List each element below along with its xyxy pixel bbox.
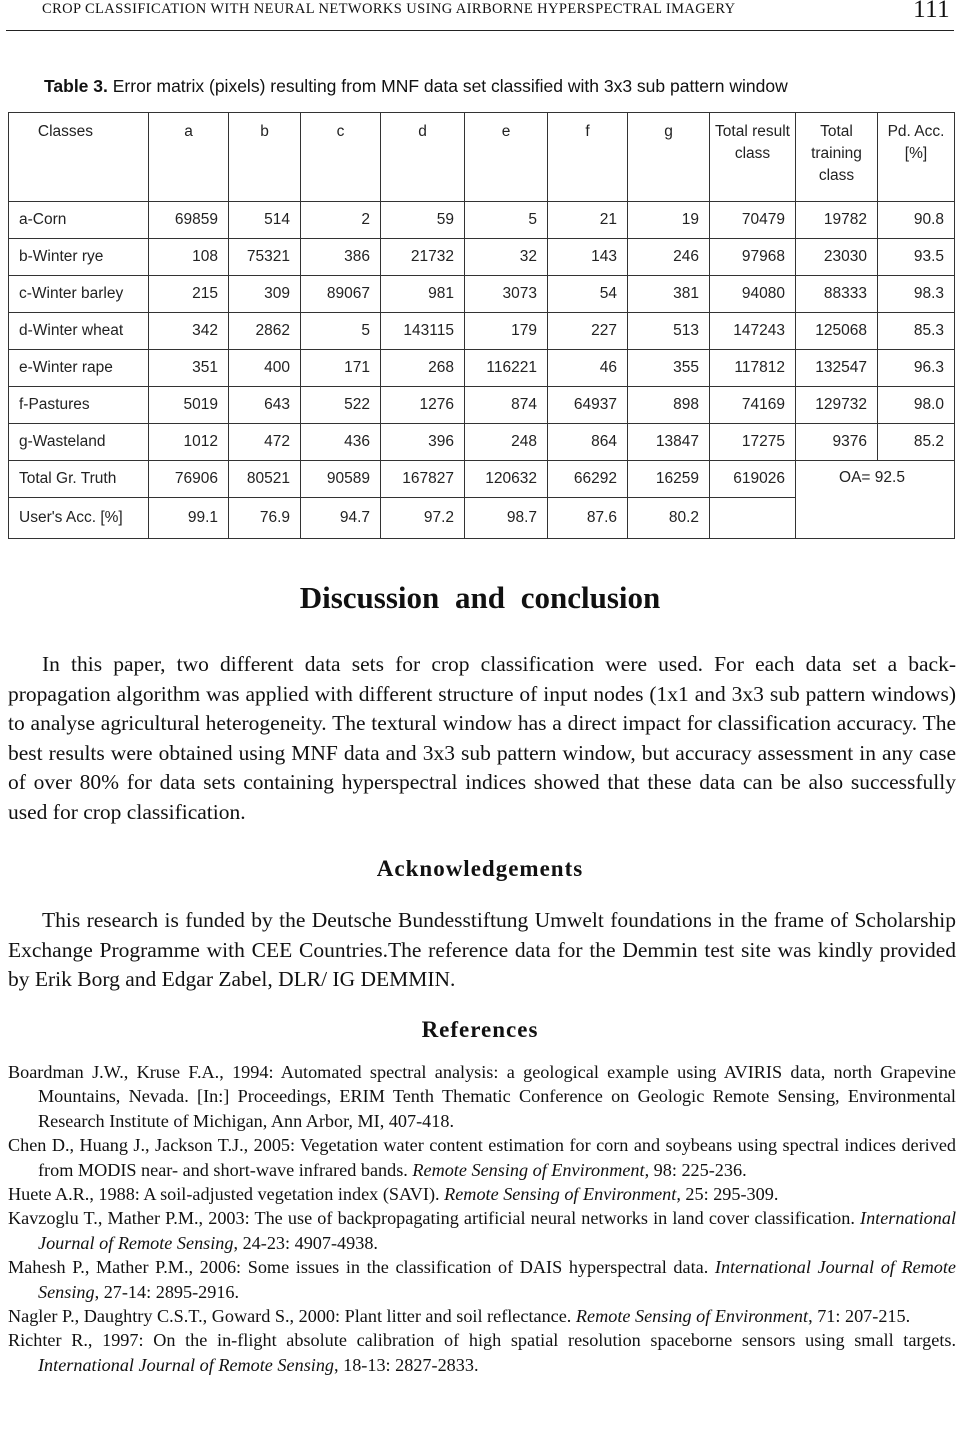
table-cell: 96.3 (878, 350, 955, 387)
table-cell: 64937 (548, 387, 628, 424)
table-caption (44, 76, 944, 97)
col-header-total-training: Total training class (796, 113, 878, 202)
table-cell: 400 (229, 350, 301, 387)
table-cell: 23030 (796, 239, 878, 276)
table-cell: 32 (465, 239, 548, 276)
table-cell: 1012 (149, 424, 229, 461)
table-cell: 619026 (710, 461, 796, 498)
reference-details: , 25: 295-309. (676, 1184, 779, 1205)
reference-details: , 71: 207-215. (808, 1306, 911, 1327)
table-cell: 85.3 (878, 313, 955, 350)
reference-text: Kavzoglu T., Mather P.M., 2003: The use of backpropagating artificial neural networks in land cover classification. (8, 1208, 861, 1229)
class-name-cell: g-Wasteland (9, 424, 149, 461)
table-row (9, 202, 955, 239)
reference-item (8, 1328, 956, 1377)
acknowledgements-heading: Acknowledgements (376, 856, 584, 881)
overall-accuracy: OA= 92.5 (796, 461, 955, 539)
table-cell: 981 (381, 276, 465, 313)
acknowledgements-paragraph (8, 906, 956, 995)
table-cell: 522 (301, 387, 381, 424)
reference-item (8, 1182, 956, 1206)
table-cell: 46 (548, 350, 628, 387)
table-caption-text: Error matrix (pixels) resulting from MNF data set classified with 3x3 sub pattern window (112, 76, 788, 96)
table-cell: 227 (548, 313, 628, 350)
col-header-f: f (548, 113, 628, 202)
col-header-c: c (301, 113, 381, 202)
reference-item (8, 1304, 956, 1328)
table-cell: 74169 (710, 387, 796, 424)
reference-details: , 98: 225-236. (644, 1159, 747, 1180)
table-cell: 76906 (149, 461, 229, 498)
table-cell: 69859 (149, 202, 229, 239)
table-cell: 132547 (796, 350, 878, 387)
table-cell: 342 (149, 313, 229, 350)
class-name-cell: e-Winter rape (9, 350, 149, 387)
table-cell: 93.5 (878, 239, 955, 276)
reference-journal: International Journal of Remote Sensing (38, 1354, 335, 1375)
table-cell: 179 (465, 313, 548, 350)
running-title: CROP CLASSIFICATION WITH NEURAL NETWORKS USING AIRBORNE HYPERSPECTRAL IMAGERY (42, 1, 736, 17)
table-cell: 171 (301, 350, 381, 387)
col-header-b: b (229, 113, 301, 202)
reference-text: Boardman J.W., Kruse F.A., 1994: Automated spectral analysis: a geological example using AVIRIS data, north Grapevine Mountains, Nevada. [In:] Proceedings, ERIM Tenth Thematic Conference on Geologic Remote Sensing, Environmental Research Institute of Michigan, Ann Arbor, MI, 407-418. (8, 1062, 956, 1131)
col-header-e: e (465, 113, 548, 202)
table-cell: 129732 (796, 387, 878, 424)
table-cell: 54 (548, 276, 628, 313)
table-cell: 90589 (301, 461, 381, 498)
table-header-row (9, 113, 955, 202)
table-cell: 98.3 (878, 276, 955, 313)
table-cell: 94.7 (301, 498, 381, 539)
table-cell: 89067 (301, 276, 381, 313)
table-cell: 21732 (381, 239, 465, 276)
table-cell: 80.2 (628, 498, 710, 539)
reference-details: , 27-14: 2895-2916. (94, 1281, 240, 1302)
reference-journal: Remote Sensing of Environment (444, 1184, 677, 1205)
table-cell: 143115 (381, 313, 465, 350)
reference-details: , 18-13: 2827-2833. (334, 1354, 479, 1375)
reference-text: Chen D., Huang J., Jackson T.J., 2005: Vegetation water content estimation for corn and soybeans using spectral indices derived from MODIS near- and short-wave infrared bands. (8, 1135, 956, 1180)
table-row (9, 276, 955, 313)
table-cell: 70479 (710, 202, 796, 239)
total-ground-truth-row (9, 461, 955, 498)
discussion-text: In this paper, two different data sets for crop classification were used. For each data set a back-propagation algorithm was applied with different structure of input nodes (1x1 and 3x3 sub pattern windows) to analyse agricultural heterogeneity. The textural window has a direct impact for classification accuracy. The best results were obtained using MNF data and 3x3 sub pattern window, but accuracy assessment in any case of over 80% for data sets containing hyperspectral indices showed that these data can be also successfully used for crop classification. (8, 652, 956, 824)
col-header-d: d (381, 113, 465, 202)
table-cell: 88333 (796, 276, 878, 313)
col-header-total-result: Total result class (710, 113, 796, 202)
table-label: Table 3. (44, 76, 108, 96)
table-cell: 108 (149, 239, 229, 276)
table-cell: 864 (548, 424, 628, 461)
table-cell: 2862 (229, 313, 301, 350)
table-cell-empty (710, 498, 796, 539)
table-cell: 5019 (149, 387, 229, 424)
table-cell: 66292 (548, 461, 628, 498)
table-cell: 9376 (796, 424, 878, 461)
table-row (9, 239, 955, 276)
reference-text: Richter R., 1997: On the in-flight absolute calibration of high spatial resolution spaceborne sensors using small targets. (8, 1330, 956, 1351)
table-cell: 80521 (229, 461, 301, 498)
table-cell: Total Gr. Truth (9, 461, 149, 498)
acknowledgements-text: This research is funded by the Deutsche Bundesstiftung Umwelt foundations in the frame of Scholarship Exchange Programme with CEE Countries.The reference data for the Demmin test site was kindly provided by Erik Borg and Edgar Zabel, DLR/ IG DEMMIN. (8, 908, 956, 991)
table-cell: 59 (381, 202, 465, 239)
col-header-a: a (149, 113, 229, 202)
table-cell: User's Acc. [%] (9, 498, 149, 539)
table-cell: 143 (548, 239, 628, 276)
table-cell: 3073 (465, 276, 548, 313)
table-cell: 268 (381, 350, 465, 387)
table-cell: 874 (465, 387, 548, 424)
table-cell: 125068 (796, 313, 878, 350)
table-cell: 5 (301, 313, 381, 350)
reference-list (8, 1060, 956, 1377)
references-heading: References (421, 1017, 539, 1042)
table-cell: 472 (229, 424, 301, 461)
table-body (9, 202, 955, 539)
table-cell: 19782 (796, 202, 878, 239)
class-name-cell: f-Pastures (9, 387, 149, 424)
running-header (6, 0, 954, 31)
reference-item (8, 1060, 956, 1133)
table-cell: 97968 (710, 239, 796, 276)
reference-journal: Remote Sensing of Environment (575, 1306, 809, 1327)
table-cell: 5 (465, 202, 548, 239)
table-cell: 98.0 (878, 387, 955, 424)
table-cell: 355 (628, 350, 710, 387)
table-row (9, 387, 955, 424)
table-cell: 513 (628, 313, 710, 350)
table-row (9, 350, 955, 387)
table-cell: 351 (149, 350, 229, 387)
table-cell: 98.7 (465, 498, 548, 539)
table-cell: 13847 (628, 424, 710, 461)
table-cell: 87.6 (548, 498, 628, 539)
table-cell: 16259 (628, 461, 710, 498)
reference-text: Huete A.R., 1988: A soil-adjusted vegetation index (SAVI). (8, 1184, 445, 1205)
table-cell: 309 (229, 276, 301, 313)
table-cell: 116221 (465, 350, 548, 387)
error-matrix-table (8, 112, 955, 539)
table-cell: 215 (149, 276, 229, 313)
table-cell: 21 (548, 202, 628, 239)
reference-item (8, 1255, 956, 1304)
table-cell: 90.8 (878, 202, 955, 239)
reference-item (8, 1206, 956, 1255)
table-cell: 381 (628, 276, 710, 313)
class-name-cell: d-Winter wheat (9, 313, 149, 350)
col-header-g: g (628, 113, 710, 202)
discussion-heading: Discussion and conclusion (299, 580, 661, 615)
table-cell: 436 (301, 424, 381, 461)
col-header-classes: Classes (9, 113, 149, 202)
class-name-cell: b-Winter rye (9, 239, 149, 276)
reference-details: , 24-23: 4907-4938. (233, 1232, 378, 1253)
class-name-cell: a-Corn (9, 202, 149, 239)
table-cell: 19 (628, 202, 710, 239)
table-cell: 514 (229, 202, 301, 239)
table-cell: 97.2 (381, 498, 465, 539)
table-row (9, 424, 955, 461)
table-cell: 898 (628, 387, 710, 424)
reference-item (8, 1133, 956, 1182)
reference-journal: International Journal of Remote Sensing (38, 1257, 956, 1302)
col-header-producer-accuracy: Pd. Acc. [%] (878, 113, 955, 202)
table-cell: 117812 (710, 350, 796, 387)
table-cell: 147243 (710, 313, 796, 350)
page-number: 111 (913, 0, 950, 23)
reference-text: Nagler P., Daughtry C.S.T., Goward S., 2000: Plant litter and soil reflectance. (8, 1306, 576, 1327)
table-cell: 76.9 (229, 498, 301, 539)
table-cell: 2 (301, 202, 381, 239)
table-cell: 248 (465, 424, 548, 461)
table-cell: 75321 (229, 239, 301, 276)
table-cell: 17275 (710, 424, 796, 461)
table-cell: 246 (628, 239, 710, 276)
class-name-cell: c-Winter barley (9, 276, 149, 313)
reference-text: Mahesh P., Mather P.M., 2006: Some issues in the classification of DAIS hyperspectral data. (8, 1257, 715, 1278)
table-cell: 120632 (465, 461, 548, 498)
table-cell: 94080 (710, 276, 796, 313)
table-row (9, 313, 955, 350)
table-cell: 85.2 (878, 424, 955, 461)
table-cell: 396 (381, 424, 465, 461)
reference-journal: International Journal of Remote Sensing (38, 1208, 956, 1253)
reference-journal: Remote Sensing of Environment (412, 1159, 645, 1180)
table-cell: 1276 (381, 387, 465, 424)
table-cell: 386 (301, 239, 381, 276)
table-cell: 167827 (381, 461, 465, 498)
table-cell: 643 (229, 387, 301, 424)
table-cell: 99.1 (149, 498, 229, 539)
discussion-paragraph (8, 650, 956, 827)
